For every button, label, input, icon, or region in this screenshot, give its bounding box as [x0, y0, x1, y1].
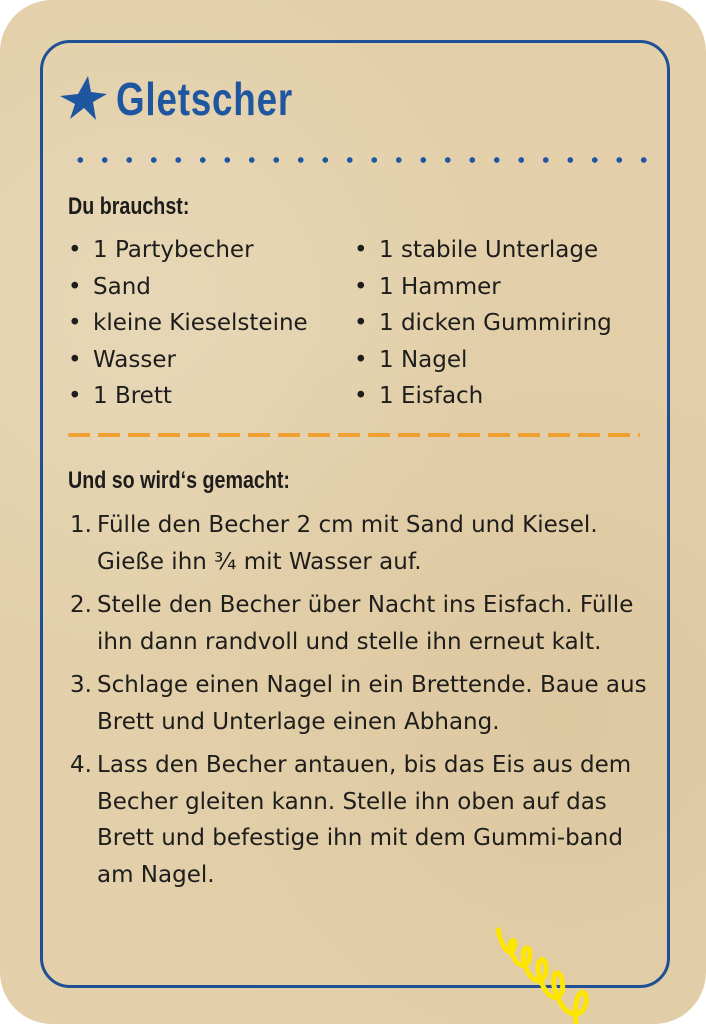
list-item: • 1 Nagel	[354, 346, 468, 373]
materials-list-right	[354, 232, 612, 415]
list-item: • Wasser	[68, 346, 176, 373]
list-item: • 1 Brett	[68, 383, 172, 409]
list-item: • 1 Partybecher	[68, 237, 254, 263]
spiral-decoration-icon	[490, 918, 610, 1024]
dashed-divider	[68, 433, 640, 437]
star-icon	[58, 74, 108, 124]
list-item: • 1 stabile Unterlage	[354, 237, 599, 263]
list-item: • 1 Eisfach	[354, 383, 484, 409]
step-item: 1. Fülle den Becher 2 cm mit Sand und Kiesel. Gieße ihn ¾ mit Wasser auf.	[70, 512, 598, 575]
card-title: Gletscher	[116, 73, 293, 125]
materials-heading: Du brauchst:	[68, 193, 190, 220]
materials-list-left	[68, 232, 308, 415]
step-item: 4. Lass den Becher antauen, bis das Eis aus dem Becher gleiten kann. Stelle ihn oben auf das Brett und befestige ihn mit dem Gummi-band am Nagel.	[70, 752, 632, 888]
list-item: • kleine Kieselsteine	[68, 310, 308, 336]
list-item: • 1 Hammer	[354, 273, 501, 300]
list-item: • 1 dicken Gummiring	[354, 310, 612, 336]
list-item: • Sand	[68, 273, 151, 300]
step-item: 3. Schlage einen Nagel in ein Brettende. Baue aus Brett und Unterlage einen Abhang.	[70, 672, 647, 735]
instruction-steps	[70, 507, 660, 900]
instructions-heading: Und so wird‘s gemacht:	[68, 467, 290, 494]
step-item: 2. Stelle den Becher über Nacht ins Eisfach. Fülle ihn dann randvoll und stelle ihn erneut kalt.	[70, 592, 634, 655]
dotted-divider	[68, 157, 658, 163]
